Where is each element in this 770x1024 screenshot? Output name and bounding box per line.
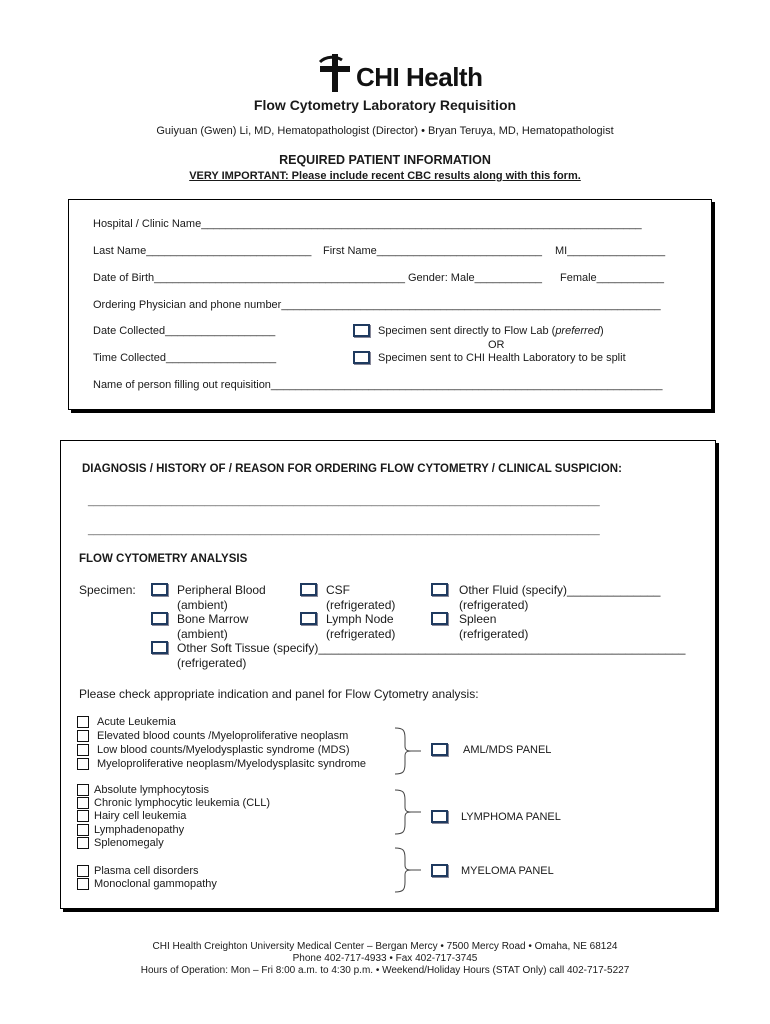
bone-marrow-checkbox[interactable] [151, 612, 168, 625]
specimen-split-label: Specimen sent to CHI Health Laboratory to be split [378, 352, 626, 364]
pathologists-line: Guiyuan (Gwen) Li, MD, Hematopathologist (Director) • Bryan Teruya, MD, Hematopathologist [156, 125, 614, 137]
lymph-node-label: Lymph Node [326, 612, 394, 626]
indication-checkbox[interactable] [77, 758, 89, 770]
indication-label: Chronic lymphocytic leukemia (CLL) [94, 797, 271, 809]
indication-checkbox[interactable] [77, 797, 89, 809]
other-soft-tissue-label: Other Soft Tissue (specify)_______________________________________________________ [177, 641, 686, 655]
indication-label: Low blood counts/Myelodysplastic syndrome (MDS) [97, 744, 350, 756]
refrigerated-label-2: (refrigerated) [326, 627, 396, 641]
other-fluid-checkbox[interactable] [431, 583, 448, 596]
dob-field[interactable]: Date of Birth_________________________________________ [93, 272, 405, 284]
required-info-heading: REQUIRED PATIENT INFORMATION [279, 153, 491, 167]
footer-address: CHI Health Creighton University Medical Center – Bergan Mercy • 7500 Mercy Road • Omaha, NE 68124 [152, 941, 618, 952]
footer-phone: Phone 402-717-4933 • Fax 402-717-3745 [292, 953, 478, 964]
indication-label: Elevated blood counts /Myeloproliferative neoplasm [97, 730, 349, 742]
diagnosis-line-1[interactable]: ____________________________________________________________________________________________ [88, 496, 600, 507]
diagnosis-line-2[interactable]: ____________________________________________________________________________________________ [88, 525, 600, 536]
indication-prompt: Please check appropriate indication and panel for Flow Cytometry analysis: [79, 687, 479, 701]
cross-logo-icon [316, 52, 356, 94]
date-collected-field[interactable]: Date Collected__________________ [93, 325, 276, 337]
hospital-field[interactable]: Hospital / Clinic Name________________________________________________________________________ [93, 218, 642, 230]
last-name-field[interactable]: Last Name___________________________ [93, 245, 312, 257]
page-title: Flow Cytometry Laboratory Requisition [253, 97, 517, 113]
flow-analysis-heading: FLOW CYTOMETRY ANALYSIS [79, 553, 248, 565]
brace-icon [393, 726, 423, 776]
physician-field[interactable]: Ordering Physician and phone number______________________________________________________________ [93, 299, 661, 311]
lymphoma-panel-label: LYMPHOMA PANEL [461, 811, 561, 823]
ambient-label-2: (ambient) [177, 627, 228, 641]
lymphoma-panel-checkbox[interactable] [431, 810, 448, 823]
myeloma-panel-checkbox[interactable] [431, 864, 448, 877]
csf-label: CSF [326, 583, 350, 597]
indication-label: Hairy cell leukemia [94, 810, 187, 822]
or-text: OR [488, 339, 505, 351]
mi-field[interactable]: MI________________ [555, 245, 666, 257]
indication-label: Plasma cell disorders [94, 865, 199, 877]
refrigerated-label-1: (refrigerated) [326, 598, 396, 612]
indication-label: Splenomegaly [94, 837, 164, 849]
important-note: VERY IMPORTANT: Please include recent CBC results along with this form. [189, 170, 581, 182]
indication-checkbox[interactable] [77, 824, 89, 836]
indication-checkbox[interactable] [77, 784, 89, 796]
indication-checkbox[interactable] [77, 865, 89, 877]
aml-mds-panel-label: AML/MDS PANEL [463, 744, 552, 756]
ambient-label-1: (ambient) [177, 598, 228, 612]
refrigerated-label-4: (refrigerated) [459, 627, 529, 641]
indication-checkbox[interactable] [77, 878, 89, 890]
indication-checkbox[interactable] [77, 810, 89, 822]
specimen-direct-label: Specimen sent directly to Flow Lab (preferred) [378, 325, 604, 337]
indication-checkbox[interactable] [77, 716, 89, 728]
specimen-split-checkbox[interactable] [353, 351, 370, 364]
lymph-node-checkbox[interactable] [300, 612, 317, 625]
gender-male-field[interactable]: Gender: Male___________ [408, 272, 542, 284]
indication-label: Myeloproliferative neoplasm/Myelodysplasitc syndrome [97, 758, 367, 770]
aml-mds-panel-checkbox[interactable] [431, 743, 448, 756]
logo-text: CHI Health [356, 62, 483, 92]
other-fluid-label: Other Fluid (specify)______________ [459, 583, 661, 597]
indication-label: Lymphadenopathy [94, 824, 185, 836]
footer-hours: Hours of Operation: Mon – Fri 8:00 a.m. to 4:30 p.m. • Weekend/Holiday Hours (STAT Only) call 402-717-5227 [140, 965, 630, 976]
indication-label: Absolute lymphocytosis [94, 784, 209, 796]
myeloma-panel-label: MYELOMA PANEL [461, 865, 554, 877]
gender-female-field[interactable]: Female___________ [560, 272, 664, 284]
indication-label: Monoclonal gammopathy [94, 878, 217, 890]
time-collected-field[interactable]: Time Collected__________________ [93, 352, 277, 364]
peripheral-blood-checkbox[interactable] [151, 583, 168, 596]
indication-checkbox[interactable] [77, 744, 89, 756]
specimen-direct-checkbox[interactable] [353, 324, 370, 337]
first-name-field[interactable]: First Name___________________________ [323, 245, 542, 257]
other-soft-tissue-checkbox[interactable] [151, 641, 168, 654]
indication-label: Acute Leukemia [97, 716, 176, 728]
indication-checkbox[interactable] [77, 837, 89, 849]
diagnosis-heading: DIAGNOSIS / HISTORY OF / REASON FOR ORDERING FLOW CYTOMETRY / CLINICAL SUSPICION: [82, 463, 622, 475]
specimen-label: Specimen: [79, 583, 136, 597]
csf-checkbox[interactable] [300, 583, 317, 596]
refrigerated-label-5: (refrigerated) [177, 656, 247, 670]
refrigerated-label-3: (refrigerated) [459, 598, 529, 612]
spleen-label: Spleen [459, 612, 497, 626]
peripheral-blood-label: Peripheral Blood [177, 583, 266, 597]
brace-icon [393, 846, 423, 894]
person-filling-field[interactable]: Name of person filling out requisition________________________________________________________________ [93, 379, 663, 391]
chi-health-logo [316, 52, 483, 94]
indication-checkbox[interactable] [77, 730, 89, 742]
brace-icon [393, 788, 423, 836]
spleen-checkbox[interactable] [431, 612, 448, 625]
bone-marrow-label: Bone Marrow [177, 612, 249, 626]
